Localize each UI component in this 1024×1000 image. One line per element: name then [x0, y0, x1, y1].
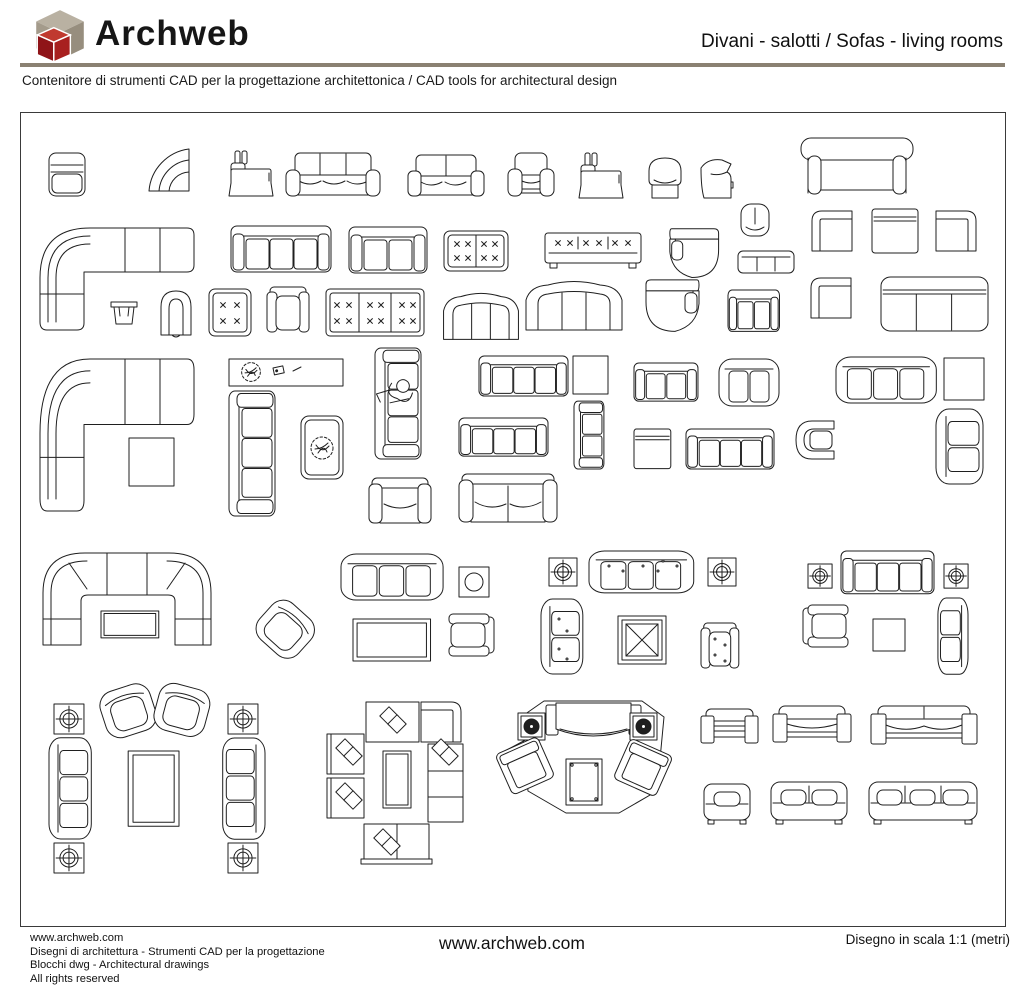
seat-module-plan	[872, 209, 918, 253]
armchair-elevation-modern	[701, 709, 758, 743]
lamp-table-4	[944, 564, 968, 588]
two-seat-sofa-elevation	[408, 155, 484, 196]
cad-drawing-canvas	[20, 112, 1006, 927]
home-theater-group	[495, 701, 673, 813]
speaker-icon	[518, 713, 545, 740]
mini-sofa-plan	[738, 251, 794, 273]
three-seat-sofa-elevation-modern	[871, 706, 977, 744]
two-seat-sofa-back-elevation	[459, 474, 557, 522]
facing-sofa-right	[223, 738, 265, 839]
three-seat-sofa-plan-6	[841, 551, 934, 594]
arched-sofa-plan	[526, 282, 622, 331]
rows-plan-blocks	[40, 204, 988, 339]
rounded-three-seat-sofa-plan	[836, 357, 936, 403]
armchair-plan	[49, 153, 85, 196]
quilted-sofa-plan	[444, 231, 508, 271]
rows-living-groups	[43, 551, 968, 674]
armchair-back-elevation	[369, 478, 431, 523]
rotated-armchair-plan-2	[96, 680, 160, 742]
small-two-seat-sofa-plan	[728, 290, 779, 331]
footer-url-center[interactable]: www.archweb.com	[439, 933, 585, 953]
corner-sofa-plan-large	[40, 359, 194, 511]
tilted-chair-plan	[613, 738, 673, 797]
two-seat-module-vertical	[574, 401, 604, 469]
rounded-two-seat-sofa-plan	[719, 359, 779, 406]
c-shaped-armchair-plan	[796, 421, 834, 459]
horseshoe-chair-plan	[161, 291, 191, 337]
tagline: Contenitore di strumenti CAD per la progettazione architettonica / CAD tools for architectural design	[22, 73, 618, 88]
two-seat-sofa-plan-vertical-2	[938, 598, 968, 674]
rows-modern-elevations	[701, 706, 977, 824]
two-seat-sofa-elevation-rounded	[771, 782, 847, 824]
arched-sofa-plan-small	[444, 293, 519, 339]
row-elevations	[49, 138, 913, 198]
footer-line-4: All rights reserved	[30, 972, 120, 985]
square-table-crossed	[618, 616, 666, 664]
scale-label: Disegno in scala 1:1 (metri)	[845, 932, 1010, 947]
rotated-armchair-plan	[250, 594, 321, 664]
lamp-table-2	[708, 558, 736, 586]
square-table-2	[944, 358, 984, 400]
corner-lamp-table-icon	[54, 704, 84, 734]
facing-sofa-left	[49, 738, 91, 839]
footer-url-left[interactable]: www.archweb.com	[30, 932, 124, 944]
quilted-three-seat-sofa-plan	[326, 289, 424, 336]
lamp-table	[549, 558, 577, 586]
side-table-with-bowl	[459, 567, 489, 597]
footer-info	[30, 932, 325, 986]
two-seat-sofa-plan	[349, 227, 427, 273]
rotated-armchair-plan-3	[151, 680, 214, 740]
square-coffee-table-2	[873, 619, 905, 651]
quilted-three-seat-sofa-plan-2	[589, 551, 694, 593]
corner-module-plan-mirrored	[936, 211, 976, 251]
quilted-pouf-plan	[209, 289, 251, 336]
armchair-plan-facing-table	[803, 605, 848, 647]
armchair-side-elevation	[579, 153, 623, 198]
three-seat-sofa-plan-vertical	[229, 391, 275, 516]
three-seat-sofa-plan-3	[459, 418, 548, 456]
small-chair-plan	[741, 204, 769, 236]
curved-tv-sofa-plan	[546, 703, 641, 736]
curved-corner-unit-plan	[149, 149, 189, 191]
planter-table	[301, 416, 343, 479]
three-seat-sofa-plan-2	[479, 356, 568, 396]
three-seat-sofa-elevation	[286, 153, 380, 196]
three-seat-sofa-plan-5	[341, 554, 443, 600]
modular-three-seat-sofa-plan	[881, 277, 988, 331]
armchair-plan-2	[267, 287, 309, 332]
two-seat-sofa-plan-vertical	[936, 409, 983, 484]
square-table-center	[566, 759, 602, 805]
two-seat-sofa-elevation-modern	[773, 706, 851, 742]
coffee-table	[101, 611, 159, 638]
speaker-icon	[630, 713, 657, 740]
two-seat-sofa-plan-wide	[801, 138, 913, 194]
header-divider	[20, 63, 1005, 67]
footer-line-2: Disegni di architettura - Strumenti CAD per la progettazione	[30, 945, 325, 958]
footer-line-3: Blocchi dwg - Architectural drawings	[30, 959, 210, 972]
three-seat-sofa-plan-4	[686, 429, 774, 469]
corner-sectional-group-with-cushions	[327, 702, 463, 864]
three-seat-sofa-elevation-rounded	[869, 782, 977, 824]
page-title: Divani - salotti / Sofas - living rooms	[701, 31, 1003, 52]
corner-lamp-table-icon	[54, 843, 84, 873]
quilted-armchair-plan	[701, 623, 739, 668]
wall-shelf-with-plant	[229, 359, 343, 386]
tub-chair-side-elevation	[701, 160, 733, 198]
sofa-plan-with-person	[374, 348, 421, 459]
three-seat-sofa-plan	[231, 226, 331, 272]
two-seat-sofa-plan-thick-arms	[634, 363, 698, 401]
brand-name[interactable]: Archweb	[95, 14, 250, 53]
side-table-elevation	[111, 302, 137, 324]
corner-lamp-table-icon	[228, 704, 258, 734]
corner-module-plan-2	[811, 278, 851, 318]
large-coffee-table	[128, 751, 179, 826]
chaise-plan	[670, 229, 719, 278]
tub-chair-elevation	[649, 158, 681, 198]
sofa-side-elevation	[229, 151, 273, 196]
corner-sofa-plan	[40, 228, 194, 330]
rectangular-coffee-table	[353, 619, 431, 661]
quilted-loveseat-plan-vertical	[541, 599, 583, 674]
square-coffee-table	[129, 438, 174, 486]
archweb-logo-icon[interactable]	[30, 8, 90, 64]
seat-module-plan-2	[634, 429, 671, 469]
corner-lamp-table-icon	[228, 843, 258, 873]
square-table	[573, 356, 608, 394]
corner-module-plan	[812, 211, 852, 251]
living-group-facing-sofas	[49, 680, 265, 873]
lamp-table-3	[808, 564, 832, 588]
quilted-bench-elevation	[545, 233, 641, 268]
tilted-chair-plan	[495, 736, 555, 795]
armchair-elevation	[508, 153, 554, 196]
rows-middle-plans	[40, 348, 984, 523]
armchair-elevation-rounded	[704, 784, 750, 824]
armchair-plan-facing-right	[449, 614, 494, 656]
chaise-plan-2	[646, 280, 699, 332]
